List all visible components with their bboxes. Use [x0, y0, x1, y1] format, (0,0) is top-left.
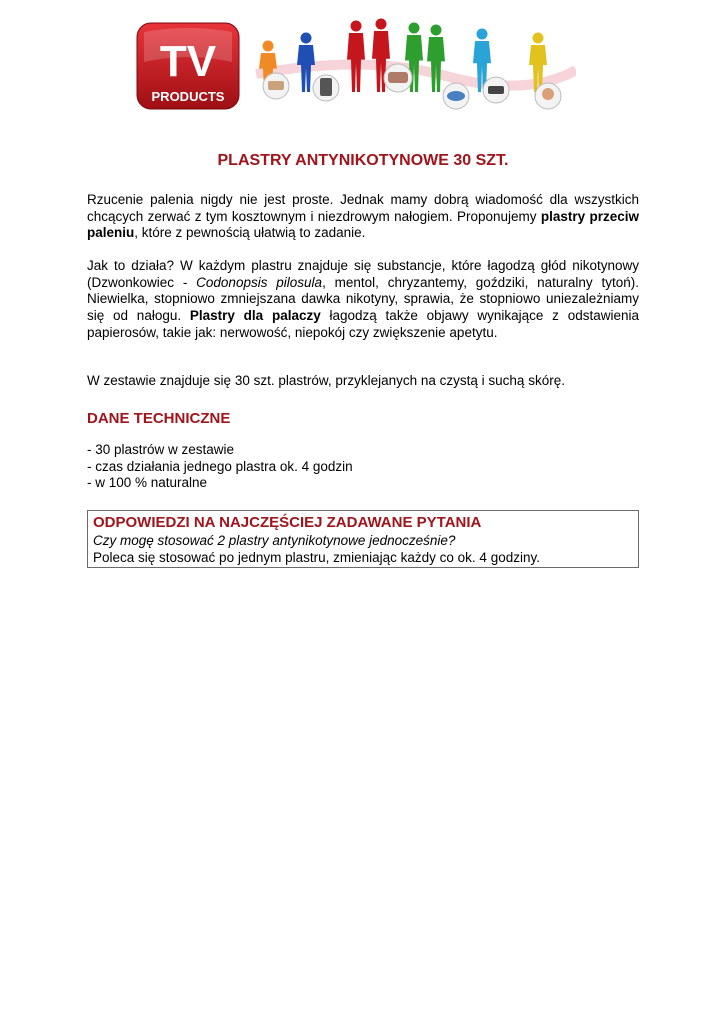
how-text-3: łagodzą także objawy wynikające z odstawienia papierosów, takie jak: nerwowość, niepokój czy zwiększenie apetytu.: [87, 308, 639, 340]
person-silhouette: [347, 21, 365, 93]
list-item: - czas działania jednego plastra ok. 4 godzin: [87, 458, 353, 474]
product-thumbnail-3: [384, 64, 412, 92]
logo-tv-text: TV: [159, 37, 217, 86]
latin-name: Codonopsis pilosula: [196, 274, 323, 290]
how-text-2: , mentol, chryzantemy, goździki, naturalny tytoń). Niewielka, stopniowo zmniejszana dawka nikotyny, sprawia, że stopniowo uniezależniamy się od nałogu.: [87, 274, 640, 324]
faq-question: Czy mogę stosować 2 plastry antynikotynowe jednocześnie?: [93, 533, 456, 548]
intro-text-end: , które z pewnością ułatwią to zadanie.: [134, 225, 366, 241]
faq-answer: Poleca się stosować po jednym plastru, zmieniając każdy co ok. 4 godziny.: [93, 550, 540, 565]
faq-heading: ODPOWIEDZI NA NAJCZĘŚCIEJ ZADAWANE PYTANIA: [93, 514, 482, 531]
page-title: PLASTRY ANTYNIKOTYNOWE 30 SZT.: [217, 152, 509, 169]
person-silhouette: [297, 33, 315, 93]
product-thumbnail-5: [483, 77, 509, 103]
tv-products-logo: [136, 22, 240, 112]
how-bold-phrase: Plastry dla palaczy: [189, 308, 321, 324]
logo-products-text: PRODUCTS: [151, 89, 225, 104]
how-it-works-paragraph: [87, 258, 639, 342]
set-info-paragraph: W zestawie znajduje się 30 szt. plastrów, przyklejanych na czystą i suchą skórę.: [87, 373, 565, 388]
header-banner: [134, 14, 574, 110]
product-thumbnail-4: [443, 83, 469, 109]
faq-box: [87, 510, 639, 568]
intro-bold-phrase: plastry przeciw paleniu: [87, 208, 639, 241]
list-item: - w 100 % naturalne: [87, 475, 208, 491]
how-text-1: Jak to działa? W każdym plastru znajduje się substancje, które łagodzą głód nikotynowy (Dzwonkowiec -: [87, 258, 639, 290]
intro-paragraph: [87, 192, 639, 242]
technical-list: [87, 442, 353, 492]
product-thumbnail-2: [313, 75, 339, 101]
list-item: - 30 plastrów w zestawie: [87, 442, 235, 457]
product-thumbnail-1: [263, 73, 289, 99]
people-silhouettes-graphic: [246, 14, 576, 110]
person-silhouette: [427, 25, 445, 93]
intro-text: Rzucenie palenia nigdy nie jest proste. Jednak mamy dobrą wiadomość dla wszystkich chcących zerwać z tym kosztownym i niezdrowym nałogiem. Proponujemy: [87, 192, 639, 224]
product-thumbnail-6: [535, 83, 561, 109]
technical-heading: DANE TECHNICZNE: [87, 410, 231, 427]
